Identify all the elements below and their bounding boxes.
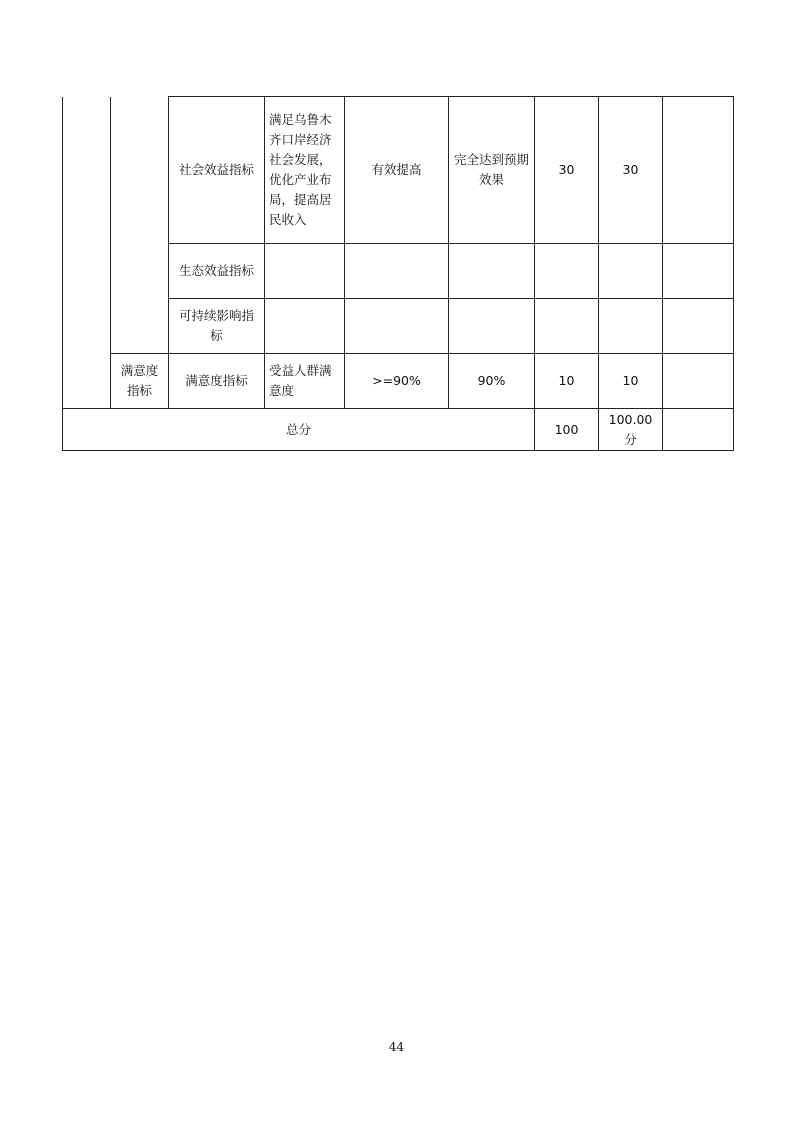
- content-cell: 受益人群满意度: [265, 354, 345, 409]
- total-label-cell: 总分: [63, 409, 535, 451]
- score-cell: [599, 299, 663, 354]
- content-cell: 满足乌鲁木齐口岸经济社会发展，优化产业布局，提高居民收入: [265, 97, 345, 244]
- score-cell: [599, 244, 663, 299]
- weight-cell: 10: [535, 354, 599, 409]
- remark-cell: [663, 354, 734, 409]
- content-cell: [265, 299, 345, 354]
- content-cell: [265, 244, 345, 299]
- weight-cell: [535, 299, 599, 354]
- score-cell: 10: [599, 354, 663, 409]
- total-weight-cell: 100: [535, 409, 599, 451]
- target-cell: [345, 244, 449, 299]
- actual-cell: 完全达到预期效果: [449, 97, 535, 244]
- actual-cell: [449, 244, 535, 299]
- total-score-cell: 100.00分: [599, 409, 663, 451]
- target-cell: >=90%: [345, 354, 449, 409]
- target-cell: 有效提高: [345, 97, 449, 244]
- table-row-total: [63, 409, 734, 451]
- performance-table: [62, 96, 734, 451]
- score-cell: 30: [599, 97, 663, 244]
- page-number: 44: [388, 1040, 405, 1054]
- category-cell: 满意度指标: [169, 354, 265, 409]
- weight-cell: 30: [535, 97, 599, 244]
- remark-cell: [663, 409, 734, 451]
- remark-cell: [663, 299, 734, 354]
- level2-cell: 满意度指标: [111, 354, 169, 409]
- level1-cell: [63, 97, 111, 409]
- actual-cell: 90%: [449, 354, 535, 409]
- level2-cell: [111, 97, 169, 354]
- category-cell: 生态效益指标: [169, 244, 265, 299]
- target-cell: [345, 299, 449, 354]
- remark-cell: [663, 97, 734, 244]
- actual-cell: [449, 299, 535, 354]
- category-cell: 社会效益指标: [169, 97, 265, 244]
- table-row: [63, 97, 734, 244]
- remark-cell: [663, 244, 734, 299]
- table-row: [63, 354, 734, 409]
- category-cell: 可持续影响指标: [169, 299, 265, 354]
- weight-cell: [535, 244, 599, 299]
